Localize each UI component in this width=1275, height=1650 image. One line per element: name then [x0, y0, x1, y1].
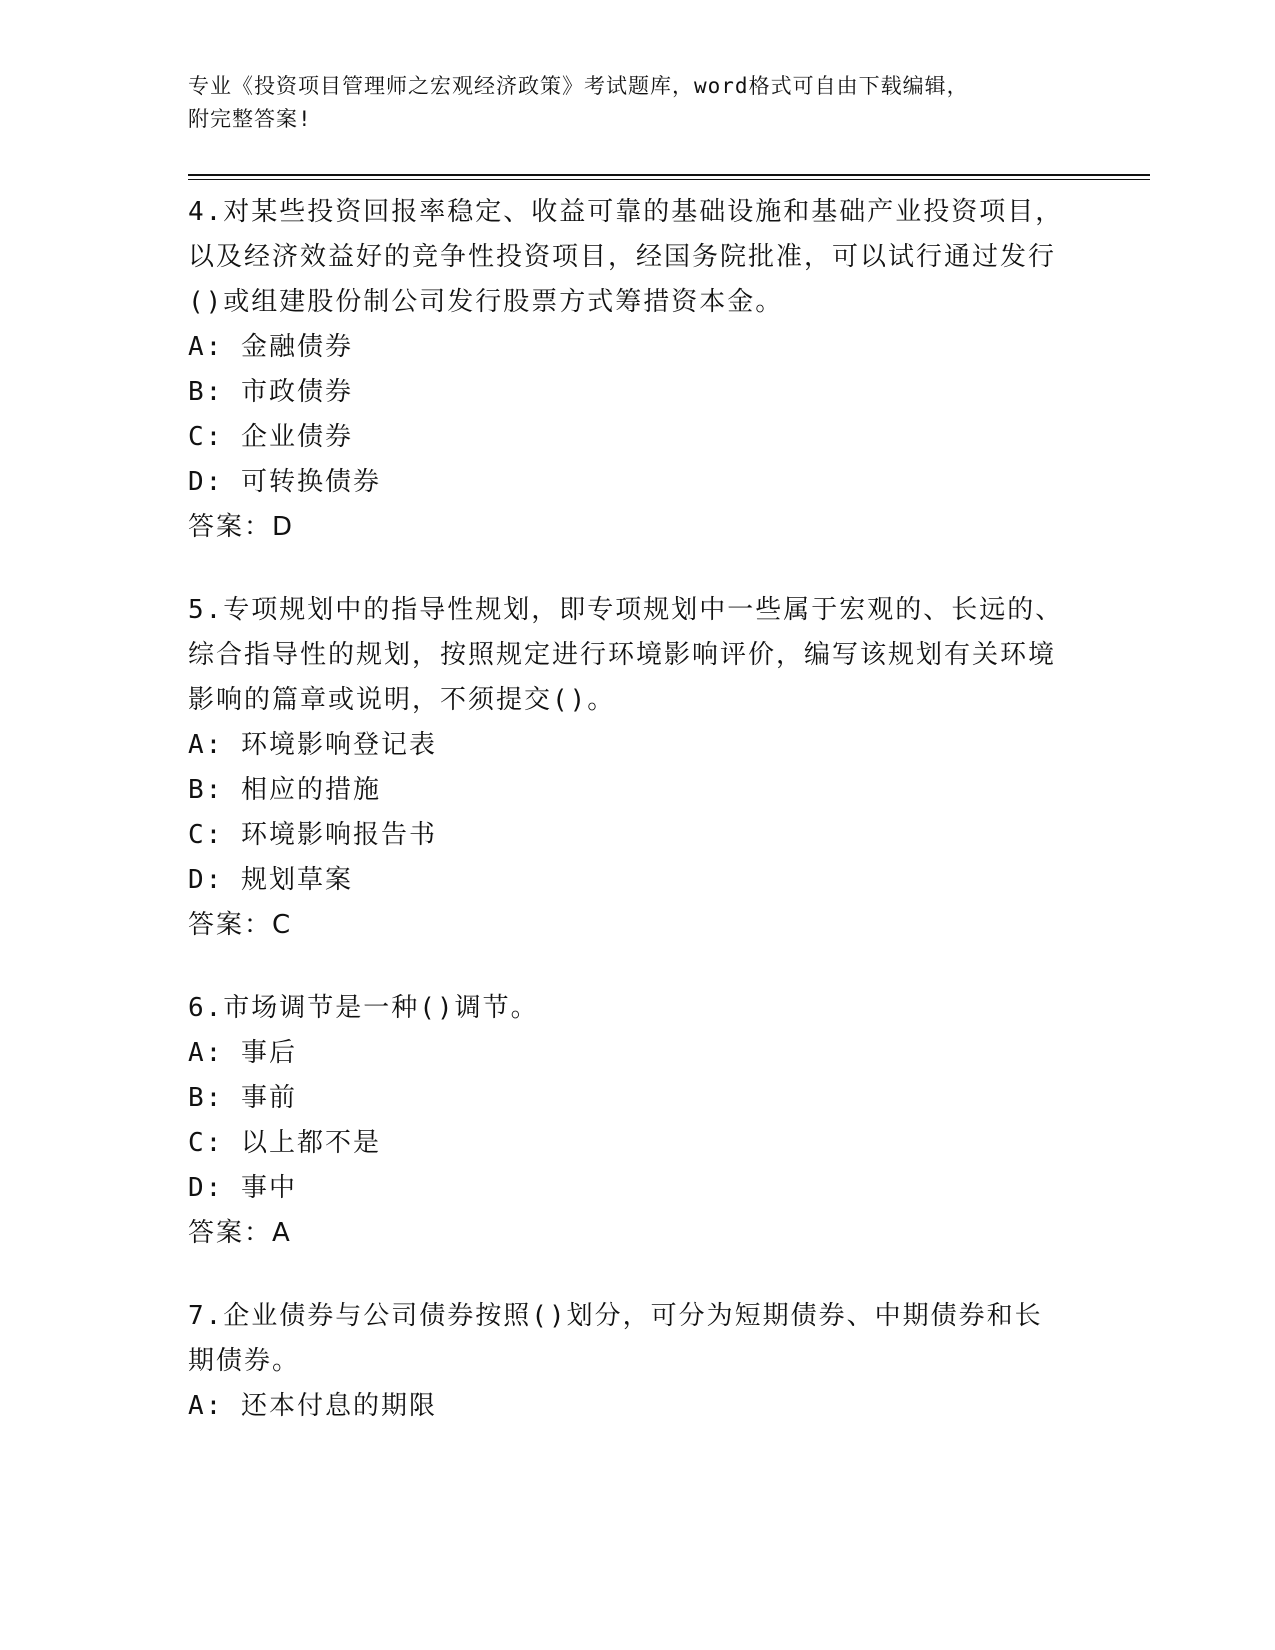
header-line-2: 附完整答案! [188, 107, 312, 131]
answer: 答案：C [188, 910, 293, 940]
question-5 [188, 588, 1148, 948]
question-text: 4.对某些投资回报率稳定、收益可靠的基础设施和基础产业投资项目，以及经济效益好的竞争性投资项目，经国务院批准，可以试行通过发行()或组建股份制公司发行股票方式筹措资本金。 [188, 197, 1064, 317]
question-6 [188, 986, 1148, 1256]
option-a: A: 金融债券 [188, 332, 353, 362]
question-7 [188, 1294, 1148, 1429]
option-b: B: 相应的措施 [188, 775, 381, 805]
option-b: B: 市政债券 [188, 377, 353, 407]
answer: 答案：A [188, 1218, 292, 1248]
option-a: A: 环境影响登记表 [188, 730, 437, 760]
question-4 [188, 190, 1148, 550]
option-d: D: 可转换债券 [188, 467, 381, 497]
option-a: A: 事后 [188, 1038, 297, 1068]
option-d: D: 规划草案 [188, 865, 353, 895]
option-c: C: 企业债券 [188, 422, 353, 452]
header-divider [188, 174, 1150, 180]
option-c: C: 以上都不是 [188, 1128, 381, 1158]
header-line-1: 专业《投资项目管理师之宏观经济政策》考试题库，word格式可自由下载编辑， [188, 74, 969, 98]
answer: 答案：D [188, 512, 295, 542]
option-c: C: 环境影响报告书 [188, 820, 437, 850]
option-b: B: 事前 [188, 1083, 297, 1113]
question-text: 5.专项规划中的指导性规划，即专项规划中一些属于宏观的、长远的、综合指导性的规划，按照规定进行环境影响评价，编写该规划有关环境影响的篇章或说明，不须提交()。 [188, 595, 1064, 715]
document-header [188, 70, 1148, 136]
option-d: D: 事中 [188, 1173, 297, 1203]
document-page [188, 70, 1148, 1467]
question-text: 7.企业债券与公司债券按照()划分，可分为短期债券、中期债券和长期债券。 [188, 1301, 1043, 1376]
question-text: 6.市场调节是一种()调节。 [188, 993, 539, 1023]
option-a: A: 还本付息的期限 [188, 1391, 437, 1421]
question-list [188, 190, 1148, 1429]
